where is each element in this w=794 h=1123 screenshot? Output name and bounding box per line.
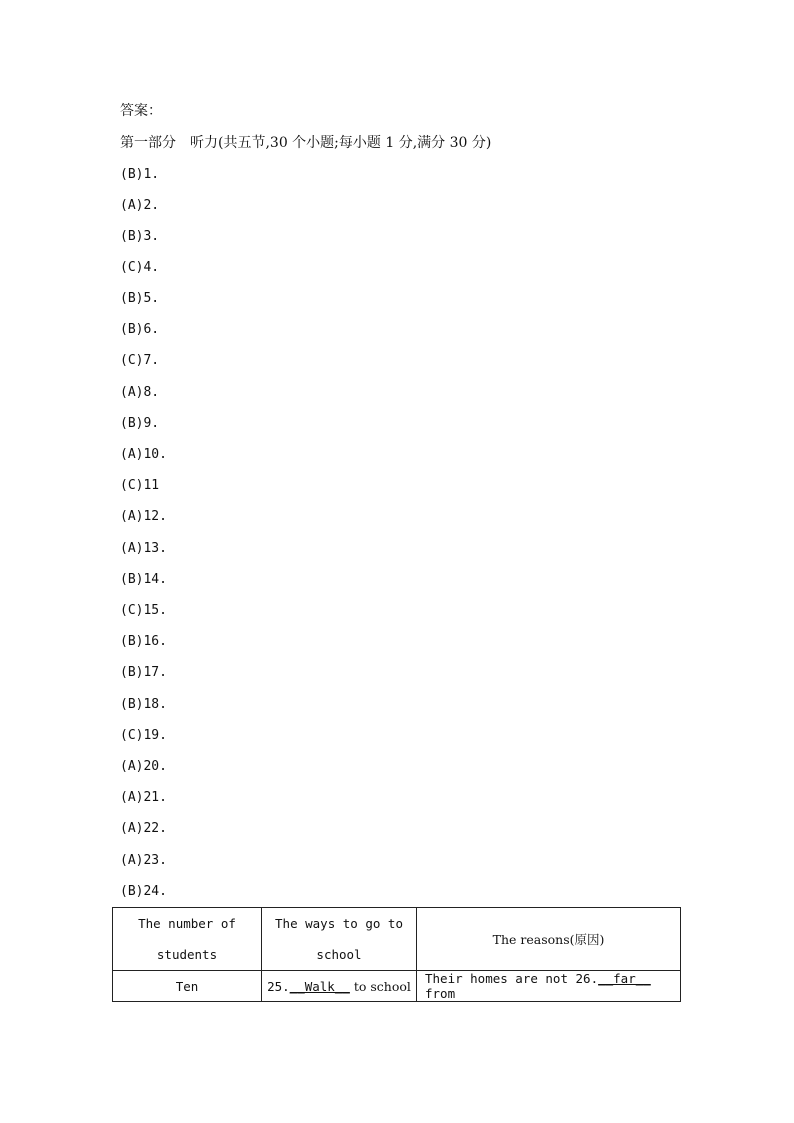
answer-item: (B)9.	[120, 416, 160, 431]
header-cell-line: school	[316, 947, 362, 962]
question-number: 25.	[267, 978, 290, 994]
table-header-row	[113, 908, 681, 971]
answer-item: (A)22.	[120, 821, 167, 836]
cell-text: from	[425, 986, 456, 1001]
header-number-of-students	[113, 908, 262, 971]
answer-item: (B)16.	[120, 634, 167, 649]
cell-reason	[417, 971, 681, 1002]
answer-item: (A)20.	[120, 759, 167, 774]
answer-item: (B)1.	[120, 167, 160, 182]
section-title: 第一部分 听力(共五节,30 个小题;每小题 1 分,满分 30 分)	[120, 135, 492, 151]
header-cell-line: The number of	[138, 916, 236, 931]
answer-blank: __far__	[598, 971, 651, 986]
answer-item: (B)6.	[120, 322, 160, 337]
answer-item: (A)21.	[120, 790, 167, 805]
answer-item: (B)17.	[120, 665, 167, 680]
answer-item: (A)12.	[120, 509, 167, 524]
answer-item: (A)13.	[120, 541, 167, 556]
answer-item: (B)14.	[120, 572, 167, 587]
answer-item: (A)8.	[120, 385, 160, 400]
cell-way-to-school	[262, 971, 417, 1002]
answer-item: (C)19.	[120, 728, 167, 743]
table-row	[113, 971, 681, 1002]
answer-item: (B)3.	[120, 229, 160, 244]
header-reasons: The reasons(原因)	[417, 908, 681, 971]
answer-item: (B)24.	[120, 884, 167, 899]
cell-text: Their homes are not 26.	[425, 971, 599, 986]
cell-text: to school	[349, 978, 411, 994]
answer-item: (C)4.	[120, 260, 160, 275]
header-cell-line: The ways to go to	[275, 916, 403, 931]
answer-item: (C)7.	[120, 353, 160, 368]
answer-heading: 答案：	[120, 103, 162, 119]
answer-item: (C)11	[120, 478, 160, 493]
header-cell-line: students	[156, 947, 218, 962]
cell-student-count: Ten	[113, 971, 262, 1002]
answer-item: (C)15.	[120, 603, 167, 618]
answer-item: (B)18.	[120, 697, 167, 712]
reasons-table	[112, 907, 681, 1002]
answer-blank: __Walk__	[289, 978, 350, 994]
answer-item: (B)5.	[120, 291, 160, 306]
answer-item: (A)10.	[120, 447, 167, 462]
answer-item: (A)23.	[120, 853, 167, 868]
header-ways-to-school	[262, 908, 417, 971]
answer-item: (A)2.	[120, 198, 160, 213]
